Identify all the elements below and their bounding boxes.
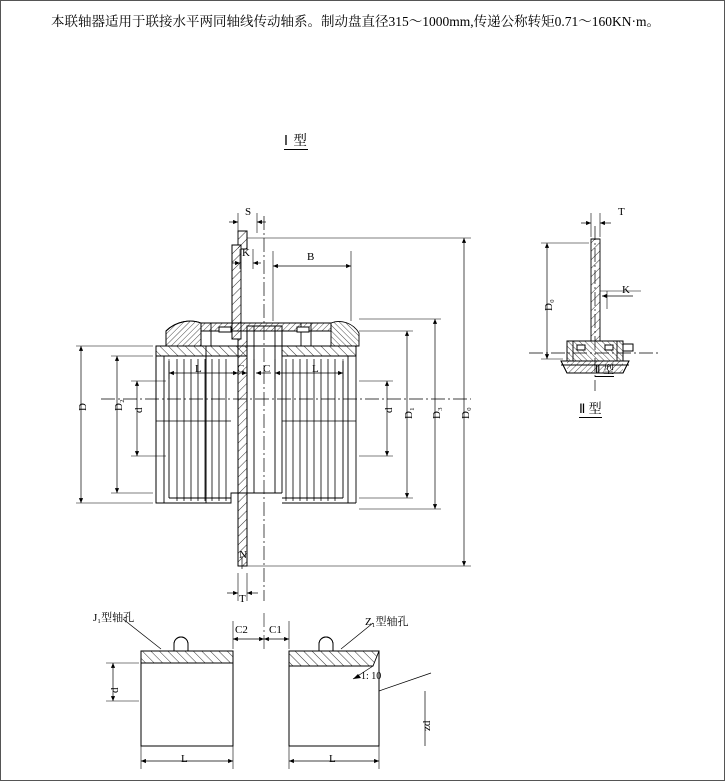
figure-title-type-1: Ⅰ 型 [284, 133, 308, 148]
dim-label-C1: C1 [269, 624, 282, 636]
dim-label-D: D [77, 403, 89, 411]
figure-title-type-2: Ⅱ 型 [579, 401, 602, 416]
dim-label-K: K [242, 247, 250, 259]
dim-label-D3: D₃ [431, 407, 443, 419]
label-J1-bore: J₁型轴孔 [93, 612, 135, 624]
label-Z1-bore: Z₁型轴孔 [365, 616, 409, 628]
label-taper-ratio: 1: 10 [361, 671, 382, 682]
dim-label-d-left: d [133, 407, 145, 413]
dim-label-L-bottom-left: L [181, 753, 188, 765]
dim-label-B: B [307, 251, 315, 263]
dim-label-D1: D₁ [403, 407, 415, 419]
dim-label-S: S [245, 206, 252, 218]
dim-label-L-bottom-right: L [329, 753, 336, 765]
figure-inner-title-type-2: Ⅱ 型 [595, 364, 615, 376]
dim-label-K-type2: K [622, 284, 630, 296]
dim-label-T-type2: T [618, 206, 625, 218]
dim-label-C-left: C [237, 363, 245, 375]
intro-text: 本联轴器适用于联接水平两同轴线传动轴系。制动盘直径315～1000mm,传递公称转矩0.71～160KN·m。 [51, 14, 660, 29]
dim-label-D0: D₀ [460, 407, 472, 419]
dim-label-d-right: d [383, 407, 395, 413]
dim-label-L-left: L [195, 363, 202, 375]
dim-label-N: N [239, 549, 247, 561]
dim-label-zd: zd [421, 720, 433, 731]
dim-label-C2: C2 [235, 624, 248, 636]
dim-label-T-bottom: T [239, 593, 246, 605]
dim-label-C-right: C [263, 363, 271, 375]
dim-label-L-right: L [312, 363, 319, 375]
technical-drawing [1, 1, 725, 782]
dim-label-d-bottom: d [109, 687, 121, 693]
dim-label-D0-type2: D₀ [543, 299, 555, 311]
dim-label-D2: D₂ [113, 399, 125, 411]
